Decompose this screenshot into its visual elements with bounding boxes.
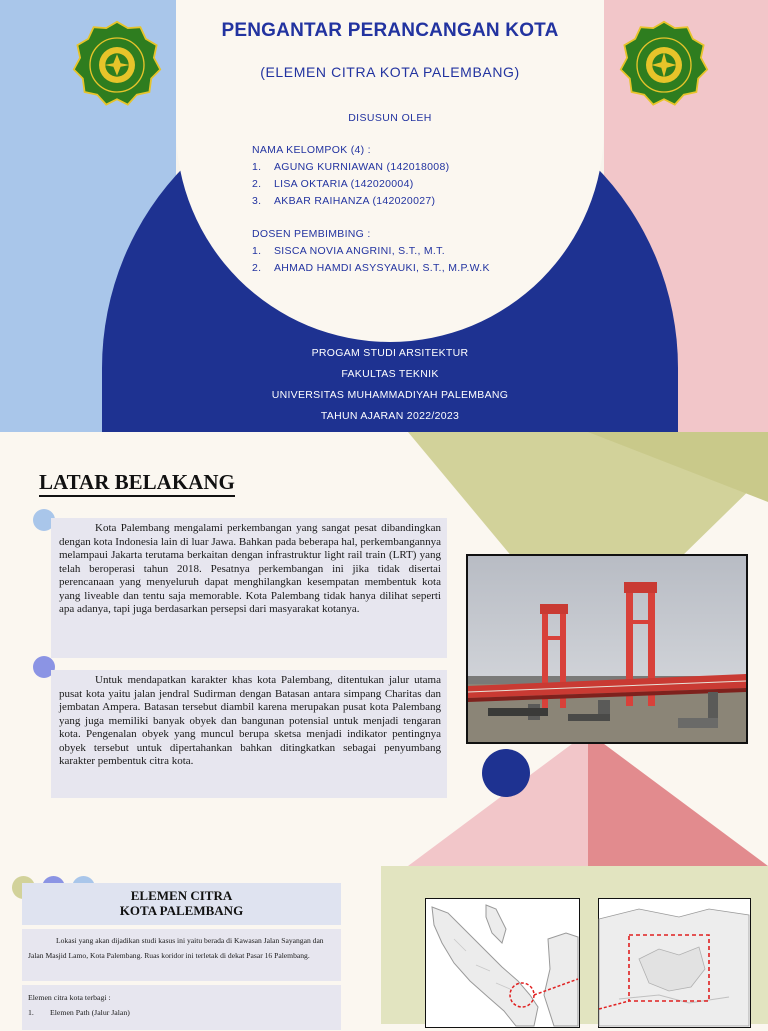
ampera-bridge-photo <box>466 554 748 744</box>
faculty-name: FAKULTAS TEKNIK <box>341 368 439 380</box>
city-map-graphic <box>599 899 749 1026</box>
member-row: 3. AKBAR RAIHANZA (142020027) <box>252 195 436 207</box>
sumatra-map <box>425 898 580 1028</box>
elements-list-label: Elemen citra kota terbagi : <box>28 993 111 1002</box>
cover-section <box>0 0 768 432</box>
elements-section <box>0 866 768 1024</box>
lecturer-row: 2. AHMAD HAMDI ASYSYAUKI, S.T., M.P.W.K <box>252 262 490 274</box>
location-paragraph: Lokasi yang akan dijadikan studi kasus ini yaitu berada di Kawasan Jalan Sayangan dan Jalan Masjid Lamo, Kota Palembang. Ruas koridor ini terletak di dekat Pasar 16 Palembang. <box>22 929 341 981</box>
university-logo <box>619 20 709 110</box>
lecturer-row: 1. SISCA NOVIA ANGRINI, S.T., M.T. <box>252 245 445 257</box>
member-row: 2. LISA OKTARIA (142020004) <box>252 178 414 190</box>
sumatra-map-graphic <box>426 899 578 1026</box>
bridge-illustration <box>468 556 746 742</box>
map-panel <box>381 866 768 1024</box>
background-paragraph-2: Untuk mendapatkan karakter khas kota Palembang, ditentukan jalur utama pusat kota yaitu jalan jendral Sudirman dengan Batasan antara simpang Charitas dan jembatan Ampera. Batasan tersebut diambil karena merupakan pusat kota Palembang yang juga memiliki banyak obyek dan bangunan potensial untuk menjadi tengaran kota. Pengenalan obyek yang muncul berupa sketsa menjadi indikator pentingnya obyek tersebut untuk dipertahankan bahkan ditingkatkan sebagai penyumbang karakter pembentuk citra kota. <box>51 670 447 798</box>
academic-year: TAHUN AJARAN 2022/2023 <box>320 410 460 422</box>
faculty-logo <box>72 20 162 110</box>
program-name: PROGAM STUDI ARSITEKTUR <box>311 347 469 359</box>
page-title: PENGANTAR PERANCANGAN KOTA <box>221 20 559 41</box>
list-item: 1. Elemen Path (Jalur Jalan) <box>28 1008 130 1017</box>
lecturers <box>252 226 490 277</box>
university-name: UNIVERSITAS MUHAMMADIYAH PALEMBANG <box>271 389 509 401</box>
background-paragraph-1: Kota Palembang mengalami perkembangan yang sangat pesat dibandingkan dengan kota Indonesia lain di luar Jawa. Bahkan pada beberapa hal, perkembangannya melampaui Jakarta terutama berkaitan dengan infrastruktur light rail train (LRT) yang telah beroperasi tahun 2018. Pesatnya perkembangan ini jika tidak disertai perencanaan yang menyeluruh dapat menghilangkan kesempatan membentuk kota yang liveable dan tentu saja memorable. Kota Palembang tidak hanya dilihat seperti apa adanya, tapi juga berdasarkan persepsi dari masyarakat kotanya. <box>51 518 447 658</box>
elements-title: ELEMEN CITRA KOTA PALEMBANG <box>22 883 341 925</box>
city-map <box>598 898 751 1028</box>
lecturer-label: DOSEN PEMBIMBING : <box>252 228 371 240</box>
group-members <box>252 142 449 210</box>
prepared-by-label: DISUSUN OLEH <box>348 112 432 124</box>
elements-list <box>22 985 341 1030</box>
member-row: 1. AGUNG KURNIAWAN (142018008) <box>252 161 450 173</box>
section-heading: LATAR BELAKANG <box>39 470 235 497</box>
background-section <box>0 432 768 866</box>
subtitle: (ELEMEN CITRA KOTA PALEMBANG) <box>260 64 520 80</box>
decorative-dot <box>482 749 530 797</box>
group-label: NAMA KELOMPOK (4) : <box>252 144 371 156</box>
